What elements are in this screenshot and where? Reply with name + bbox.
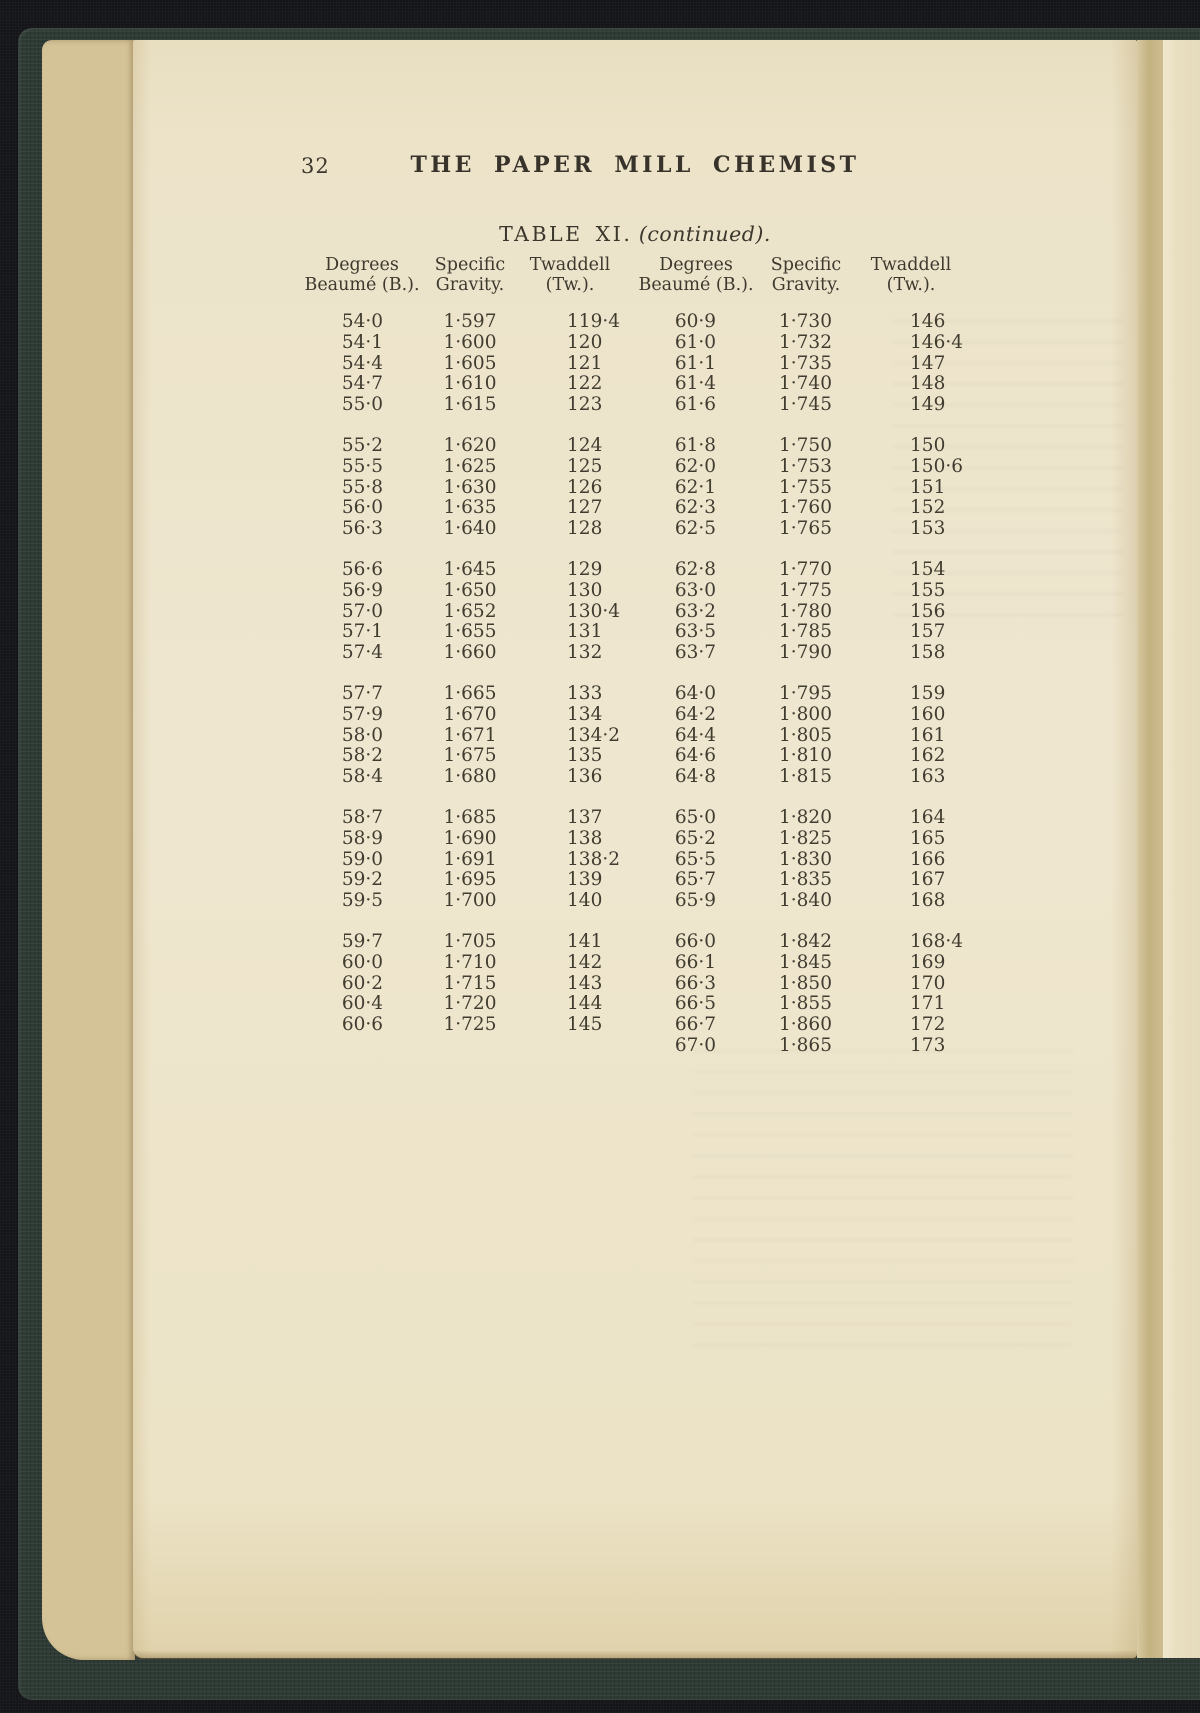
twaddell-value: 121 <box>567 352 603 374</box>
gravity-value: 1·652 <box>443 600 497 622</box>
row-group <box>305 436 620 540</box>
beaume-value: 54·7 <box>341 373 384 395</box>
twaddell-value: 144 <box>567 993 603 1015</box>
header-line: (Tw.). <box>545 274 595 295</box>
twaddell-value: 155 <box>910 579 946 601</box>
beaume-value: 56·0 <box>341 497 384 519</box>
gravity-value: 1·720 <box>443 993 497 1015</box>
conversion-table-left <box>305 312 620 1036</box>
beaume-value: 66·5 <box>674 993 717 1015</box>
gravity-value: 1·680 <box>443 766 497 788</box>
twaddell-value: 170 <box>910 972 946 994</box>
gravity-value: 1·760 <box>779 497 832 519</box>
gravity-value: 1·835 <box>779 869 832 891</box>
row-group <box>305 808 620 912</box>
beaume-value: 59·7 <box>341 930 384 952</box>
beaume-value: 63·2 <box>674 600 717 622</box>
beaume-value: 60·9 <box>674 311 717 332</box>
beaume-value: 64·0 <box>674 682 717 704</box>
twaddell-value: 132 <box>567 642 603 664</box>
gravity-value: 1·620 <box>443 434 497 456</box>
beaume-value: 55·2 <box>341 434 384 456</box>
beaume-value: 64·6 <box>674 745 717 767</box>
gravity-value: 1·670 <box>443 703 497 725</box>
twaddell-value: 148 <box>910 373 946 395</box>
gravity-value: 1·860 <box>779 1014 832 1036</box>
twaddell-value: 145 <box>567 1014 603 1036</box>
twaddell-value: 149 <box>910 394 946 416</box>
header-line: Specific <box>434 255 506 275</box>
twaddell-value: 133 <box>567 682 603 704</box>
beaume-value: 54·0 <box>341 311 384 332</box>
twaddell-value: 135 <box>567 745 603 767</box>
twaddell-value: 142 <box>567 951 603 973</box>
gravity-value: 1·740 <box>779 373 832 395</box>
gravity-value: 1·753 <box>779 455 832 477</box>
book-page <box>133 40 1137 1658</box>
beaume-value: 61·1 <box>674 352 717 374</box>
twaddell-value: 134·2 <box>567 724 620 746</box>
twaddell-value: 163 <box>910 766 946 788</box>
header-line: Beaumé (B.). <box>638 274 754 295</box>
twaddell-value: 158 <box>910 642 946 664</box>
gravity-value: 1·755 <box>779 476 832 498</box>
header-line: Degrees <box>659 255 733 275</box>
twaddell-value: 131 <box>567 621 603 643</box>
gravity-value: 1·825 <box>779 827 832 849</box>
gravity-value: 1·815 <box>779 766 832 788</box>
row-group <box>638 560 963 664</box>
beaume-value: 58·7 <box>341 806 384 828</box>
gravity-value: 1·610 <box>443 373 497 395</box>
twaddell-value: 161 <box>910 724 946 746</box>
gravity-value: 1·660 <box>443 642 497 664</box>
beaume-value: 63·0 <box>674 579 717 601</box>
twaddell-value: 169 <box>910 951 946 973</box>
twaddell-value: 156 <box>910 600 946 622</box>
beaume-value: 55·5 <box>341 455 384 477</box>
beaume-value: 57·4 <box>341 642 384 664</box>
beaume-value: 65·9 <box>674 890 717 912</box>
gravity-value: 1·865 <box>779 1034 832 1056</box>
twaddell-value: 124 <box>567 434 603 456</box>
twaddell-value: 150 <box>910 434 946 456</box>
gravity-value: 1·597 <box>443 311 497 332</box>
beaume-value: 59·2 <box>341 869 384 891</box>
gravity-value: 1·615 <box>443 394 497 416</box>
gravity-value: 1·830 <box>779 848 832 870</box>
twaddell-value: 157 <box>910 621 946 643</box>
beaume-value: 61·8 <box>674 434 717 456</box>
beaume-value: 60·2 <box>341 972 384 994</box>
gravity-value: 1·655 <box>443 621 497 643</box>
gravity-value: 1·725 <box>443 1014 497 1036</box>
row-group <box>305 560 620 664</box>
row-group <box>638 932 963 1057</box>
gravity-value: 1·765 <box>779 518 832 540</box>
gravity-value: 1·805 <box>779 724 832 746</box>
gravity-value: 1·625 <box>443 455 497 477</box>
header-line: Beaumé (B.). <box>304 274 420 295</box>
beaume-value: 66·1 <box>674 951 717 973</box>
beaume-value: 65·5 <box>674 848 717 870</box>
header-twaddell-left <box>505 256 635 295</box>
header-line: Gravity. <box>771 274 841 295</box>
twaddell-value: 153 <box>910 518 946 540</box>
beaume-value: 56·3 <box>341 518 384 540</box>
row-group <box>305 932 620 1036</box>
twaddell-value: 165 <box>910 827 946 849</box>
beaume-value: 59·5 <box>341 890 384 912</box>
twaddell-value: 154 <box>910 558 946 580</box>
twaddell-value: 152 <box>910 497 946 519</box>
beaume-value: 58·2 <box>341 745 384 767</box>
beaume-value: 56·6 <box>341 558 384 580</box>
beaume-value: 57·1 <box>341 621 384 643</box>
header-line: Specific <box>770 255 842 275</box>
header-line: Twaddell <box>529 255 611 275</box>
beaume-value: 55·0 <box>341 394 384 416</box>
gravity-value: 1·605 <box>443 352 497 374</box>
twaddell-value: 168·4 <box>910 930 963 952</box>
beaume-value: 57·7 <box>341 682 384 704</box>
gravity-value: 1·690 <box>443 827 497 849</box>
show-through-ghost <box>693 1050 1073 1350</box>
gravity-value: 1·845 <box>779 951 832 973</box>
gravity-value: 1·745 <box>779 394 832 416</box>
gravity-value: 1·640 <box>443 518 497 540</box>
row-group <box>638 436 963 540</box>
twaddell-value: 138·2 <box>567 848 620 870</box>
gravity-value: 1·671 <box>443 724 497 746</box>
beaume-value: 57·9 <box>341 703 384 725</box>
twaddell-value: 136 <box>567 766 603 788</box>
gravity-value: 1·675 <box>443 745 497 767</box>
gravity-value: 1·705 <box>443 930 497 952</box>
row-group <box>305 684 620 788</box>
gravity-value: 1·820 <box>779 806 832 828</box>
header-line: Gravity. <box>435 274 505 295</box>
twaddell-value: 160 <box>910 703 946 725</box>
twaddell-value: 162 <box>910 745 946 767</box>
table-title-main: TABLE XI. <box>499 222 633 246</box>
gravity-value: 1·855 <box>779 993 832 1015</box>
beaume-value: 58·0 <box>341 724 384 746</box>
row-group <box>305 312 620 416</box>
header-line: (Tw.). <box>886 274 936 295</box>
table-title <box>133 222 1137 246</box>
running-title: THE PAPER MILL CHEMIST <box>410 152 860 178</box>
twaddell-value: 167 <box>910 869 946 891</box>
header-twaddell-right <box>846 256 976 295</box>
twaddell-value: 151 <box>910 476 946 498</box>
twaddell-value: 125 <box>567 455 603 477</box>
twaddell-value: 123 <box>567 394 603 416</box>
beaume-value: 62·3 <box>674 497 717 519</box>
gravity-value: 1·695 <box>443 869 497 891</box>
row-group <box>638 808 963 912</box>
gravity-value: 1·770 <box>779 558 832 580</box>
gravity-value: 1·600 <box>443 331 497 353</box>
twaddell-value: 137 <box>567 806 603 828</box>
beaume-value: 56·9 <box>341 579 384 601</box>
beaume-value: 65·2 <box>674 827 717 849</box>
twaddell-value: 138 <box>567 827 603 849</box>
gravity-value: 1·645 <box>443 558 497 580</box>
beaume-value: 65·7 <box>674 869 717 891</box>
gravity-value: 1·691 <box>443 848 497 870</box>
twaddell-value: 164 <box>910 806 946 828</box>
gravity-value: 1·842 <box>779 930 832 952</box>
twaddell-value: 171 <box>910 993 946 1015</box>
row-group <box>638 684 963 788</box>
beaume-value: 62·5 <box>674 518 717 540</box>
twaddell-value: 122 <box>567 373 603 395</box>
gravity-value: 1·750 <box>779 434 832 456</box>
gravity-value: 1·775 <box>779 579 832 601</box>
gravity-value: 1·635 <box>443 497 497 519</box>
twaddell-value: 168 <box>910 890 946 912</box>
gravity-value: 1·840 <box>779 890 832 912</box>
beaume-value: 58·4 <box>341 766 384 788</box>
gravity-value: 1·650 <box>443 579 497 601</box>
twaddell-value: 130·4 <box>567 600 620 622</box>
header-line: Twaddell <box>870 255 952 275</box>
beaume-value: 63·7 <box>674 642 717 664</box>
twaddell-value: 119·4 <box>567 311 620 332</box>
beaume-value: 62·8 <box>674 558 717 580</box>
row-group <box>638 312 963 416</box>
table-title-continued: (continued). <box>638 222 771 246</box>
beaume-value: 54·4 <box>341 352 384 374</box>
beaume-value: 61·0 <box>674 331 717 353</box>
twaddell-value: 140 <box>567 890 603 912</box>
beaume-value: 64·4 <box>674 724 717 746</box>
gravity-value: 1·715 <box>443 972 497 994</box>
twaddell-value: 126 <box>567 476 603 498</box>
twaddell-value: 129 <box>567 558 603 580</box>
gravity-value: 1·780 <box>779 600 832 622</box>
beaume-value: 60·6 <box>341 1014 384 1036</box>
beaume-value: 65·0 <box>674 806 717 828</box>
beaume-value: 61·6 <box>674 394 717 416</box>
gravity-value: 1·630 <box>443 476 497 498</box>
beaume-value: 67·0 <box>674 1034 717 1056</box>
twaddell-value: 146 <box>910 311 946 332</box>
gravity-value: 1·700 <box>443 890 497 912</box>
twaddell-value: 130 <box>567 579 603 601</box>
beaume-value: 66·0 <box>674 930 717 952</box>
beaume-value: 64·8 <box>674 766 717 788</box>
gravity-value: 1·785 <box>779 621 832 643</box>
gravity-value: 1·790 <box>779 642 832 664</box>
page-bottom-shadow <box>133 1650 1137 1659</box>
page-stack-edges <box>42 40 135 1660</box>
twaddell-value: 173 <box>910 1034 946 1056</box>
twaddell-value: 166 <box>910 848 946 870</box>
gravity-value: 1·795 <box>779 682 832 704</box>
beaume-value: 61·4 <box>674 373 717 395</box>
beaume-value: 66·7 <box>674 1014 717 1036</box>
twaddell-value: 143 <box>567 972 603 994</box>
gravity-value: 1·665 <box>443 682 497 704</box>
beaume-value: 60·4 <box>341 993 384 1015</box>
beaume-value: 62·1 <box>674 476 717 498</box>
gravity-value: 1·730 <box>779 311 832 332</box>
beaume-value: 54·1 <box>341 331 384 353</box>
beaume-value: 63·5 <box>674 621 717 643</box>
twaddell-value: 141 <box>567 930 603 952</box>
gravity-value: 1·735 <box>779 352 832 374</box>
gravity-value: 1·710 <box>443 951 497 973</box>
twaddell-value: 134 <box>567 703 603 725</box>
beaume-value: 58·9 <box>341 827 384 849</box>
page-number: 32 <box>301 154 330 178</box>
gravity-value: 1·810 <box>779 745 832 767</box>
beaume-value: 62·0 <box>674 455 717 477</box>
page-gutter-shadow <box>1137 40 1163 1658</box>
twaddell-value: 120 <box>567 331 603 353</box>
next-page-edge <box>1163 40 1200 1658</box>
beaume-value: 60·0 <box>341 951 384 973</box>
beaume-value: 59·0 <box>341 848 384 870</box>
conversion-table-right <box>638 312 963 1057</box>
header-line: Degrees <box>325 255 399 275</box>
beaume-value: 64·2 <box>674 703 717 725</box>
twaddell-value: 139 <box>567 869 603 891</box>
twaddell-value: 128 <box>567 518 603 540</box>
twaddell-value: 127 <box>567 497 603 519</box>
gravity-value: 1·800 <box>779 703 832 725</box>
gravity-value: 1·850 <box>779 972 832 994</box>
beaume-value: 66·3 <box>674 972 717 994</box>
beaume-value: 55·8 <box>341 476 384 498</box>
beaume-value: 57·0 <box>341 600 384 622</box>
twaddell-value: 146·4 <box>910 331 963 353</box>
twaddell-value: 150·6 <box>910 455 963 477</box>
twaddell-value: 159 <box>910 682 946 704</box>
twaddell-value: 147 <box>910 352 946 374</box>
twaddell-value: 172 <box>910 1014 946 1036</box>
gravity-value: 1·685 <box>443 806 497 828</box>
gravity-value: 1·732 <box>779 331 832 353</box>
